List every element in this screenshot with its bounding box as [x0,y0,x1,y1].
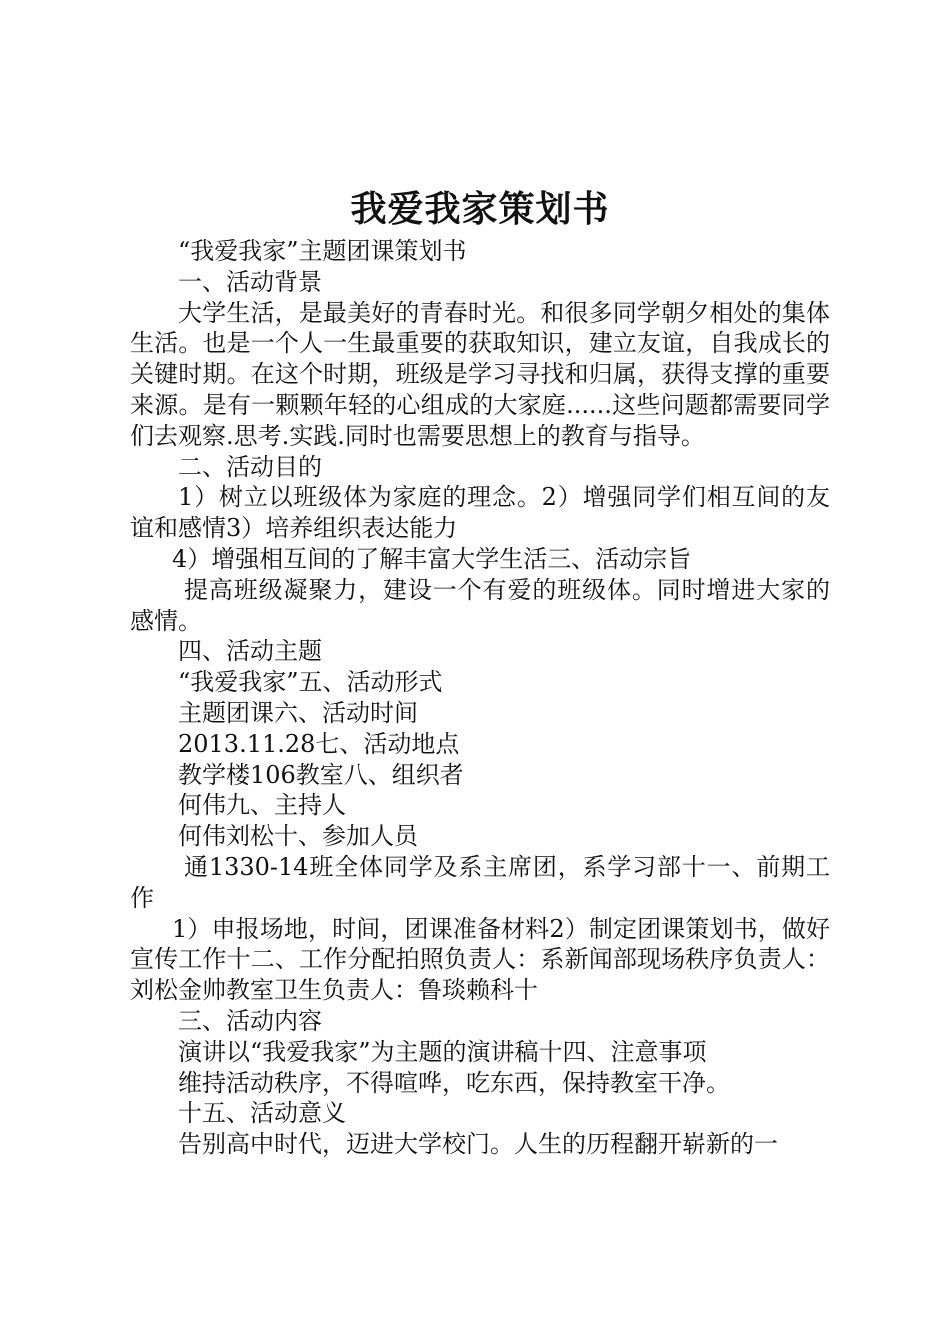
heading-significance: 十五、活动意义 [178,1099,346,1128]
heading-purpose: 二、活动目的 [178,452,322,481]
paragraph-content: 演讲以“我爱我家”为主题的演讲稿十四、注意事项 [178,1037,707,1066]
paragraph-organizer: 何伟九、主持人 [178,791,346,820]
heading-background: 一、活动背景 [178,267,322,296]
paragraph-purpose: 1）树立以班级体为家庭的理念。2）增强同学们相互间的友谊和感情3）培养组织表达能力 [130,483,830,543]
paragraph-notes: 维持活动秩序，不得喧哗，吃东西，保持教室干净。 [178,1068,730,1097]
document-title: 我爱我家策划书 [350,188,610,230]
document-body [130,236,830,1160]
paragraph-background: 大学生活，是最美好的青春时光。和很多同学朝夕相处的集体生活。也是一个人一生最重要的获取知识，建立友谊，自我成长的关键时期。在这个时期，班级是学习寻找和归属，获得支撑的重要来源。是有一颗颗年轻的心组成的大家庭......这些问题都需要同学们去观察.思考.实践.同时也需要思想上的教育与指导。 [130,298,830,450]
paragraph-location: 教学楼106教室八、组织者 [178,760,464,789]
paragraph-tenet: 提高班级凝聚力，建设一个有爱的班级体。同时增进大家的感情。 [130,575,830,635]
paragraph-significance: 告别高中时代，迈进大学校门。人生的历程翻开崭新的一 [178,1130,778,1159]
paragraph-time: 2013.11.28七、活动地点 [178,729,460,758]
paragraph-purpose-4: 4）增强相互间的了解丰富大学生活三、活动宗旨 [172,544,692,573]
paragraph-host: 何伟刘松十、参加人员 [178,822,418,851]
paragraph-subtitle: “我爱我家”主题团课策划书 [178,237,467,265]
heading-content: 三、活动内容 [178,1006,322,1035]
paragraph-form: 主题团课六、活动时间 [178,698,418,727]
paragraph-participants: 通1330-14班全体同学及系主席团，系学习部十一、前期工作 [130,852,830,912]
paragraph-theme: “我爱我家”五、活动形式 [178,668,443,697]
paragraph-preparation: 1）申报场地，时间，团课准备材料2）制定团课策划书，做好宣传工作十二、工作分配拍照负责人：系新闻部现场秩序负责人：刘松金帅教室卫生负责人：鲁琰赖科十 [130,914,830,1005]
heading-theme: 四、活动主题 [178,637,322,666]
